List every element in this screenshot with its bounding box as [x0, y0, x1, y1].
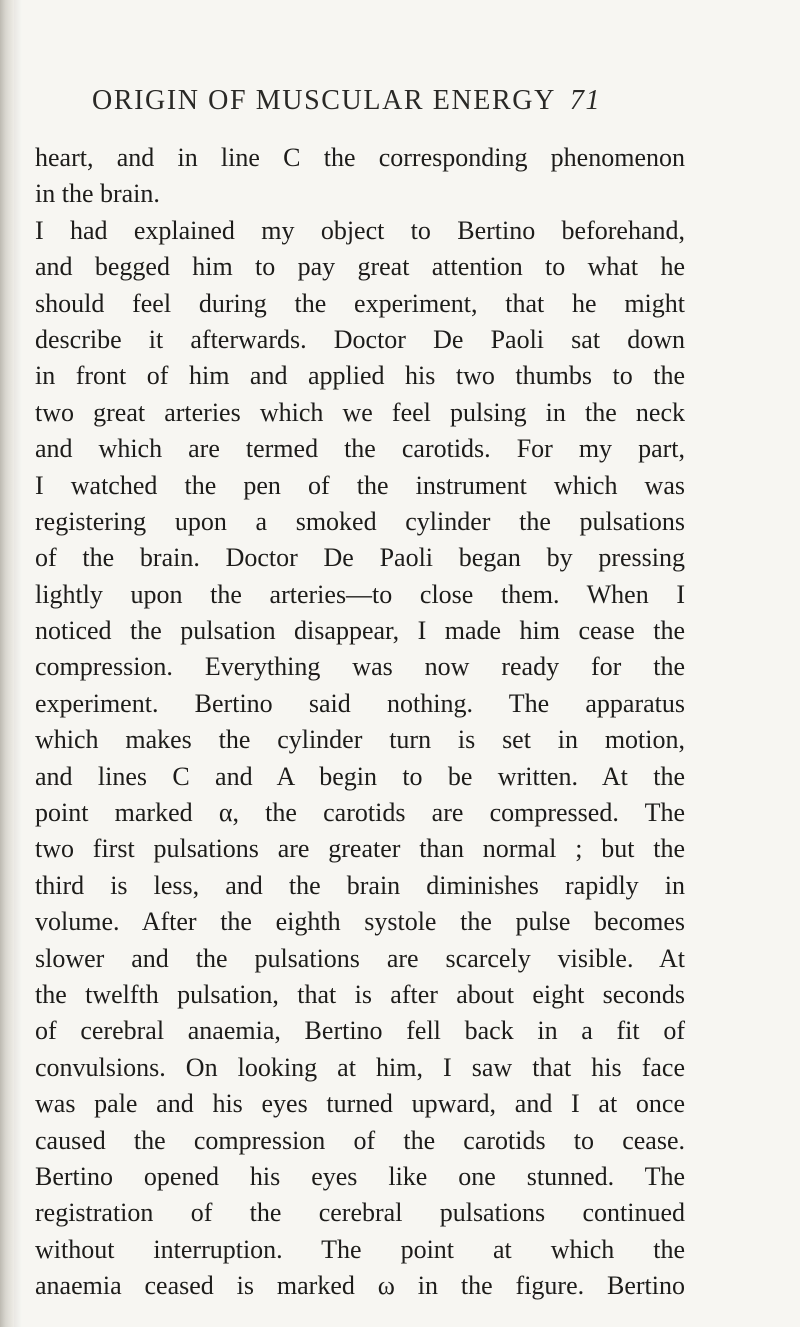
- text-line: in the brain.: [35, 179, 160, 209]
- text-line: experiment. Bertino said nothing. The apparatus: [35, 688, 685, 718]
- page-binding-edge: [0, 0, 14, 1327]
- text-line: of cerebral anaemia, Bertino fell back in a fit of: [35, 1016, 685, 1046]
- text-line: and begged him to pay great attention to what he: [35, 252, 685, 282]
- text-line: and lines C and A begin to be written. At the: [35, 761, 685, 791]
- page-gutter-shadow: [14, 0, 22, 1327]
- text-line: caused the compression of the carotids to cease.: [35, 1125, 685, 1155]
- text-line: volume. After the eighth systole the pulse becomes: [35, 907, 685, 937]
- text-line: which makes the cylinder turn is set in motion,: [35, 725, 685, 755]
- text-line: two first pulsations are greater than normal ; but the: [35, 834, 685, 864]
- text-line: heart, and in line C the corresponding phenomenon: [35, 143, 685, 172]
- text-line: I watched the pen of the instrument which was: [35, 470, 685, 500]
- text-line: should feel during the experiment, that he might: [35, 288, 685, 318]
- text-line: compression. Everything was now ready for the: [35, 652, 685, 682]
- text-line: describe it afterwards. Doctor De Paoli sat down: [35, 324, 685, 354]
- text-line: two great arteries which we feel pulsing in the neck: [35, 397, 685, 427]
- text-line: registration of the cerebral pulsations continued: [35, 1198, 685, 1228]
- text-line: and which are termed the carotids. For my part,: [35, 434, 685, 464]
- body-text: [35, 140, 685, 1305]
- text-line: slower and the pulsations are scarcely visible. At: [35, 943, 685, 973]
- text-line: Bertino opened his eyes like one stunned. The: [35, 1161, 685, 1191]
- text-line: lightly upon the arteries—to close them. When I: [35, 579, 685, 609]
- text-line: convulsions. On looking at him, I saw that his face: [35, 1052, 685, 1082]
- text-line: in front of him and applied his two thumbs to the: [35, 361, 685, 391]
- text-line: of the brain. Doctor De Paoli began by pressing: [35, 543, 685, 573]
- text-line: third is less, and the brain diminishes rapidly in: [35, 870, 685, 900]
- text-line: the twelfth pulsation, that is after about eight seconds: [35, 979, 685, 1009]
- text-line: point marked α, the carotids are compressed. The: [35, 798, 685, 828]
- text-line: anaemia ceased is marked ω in the figure. Bertino: [35, 1271, 685, 1301]
- text-line: I had explained my object to Bertino beforehand,: [35, 215, 685, 245]
- text-line: registering upon a smoked cylinder the pulsations: [35, 506, 685, 536]
- text-line: was pale and his eyes turned upward, and I at once: [35, 1089, 685, 1119]
- text-line: without interruption. The point at which the: [35, 1234, 685, 1264]
- page-number: 71: [569, 85, 602, 116]
- running-head: [92, 85, 702, 117]
- running-head-title: ORIGIN OF MUSCULAR ENERGY: [92, 85, 556, 116]
- text-line: noticed the pulsation disappear, I made him cease the: [35, 616, 685, 646]
